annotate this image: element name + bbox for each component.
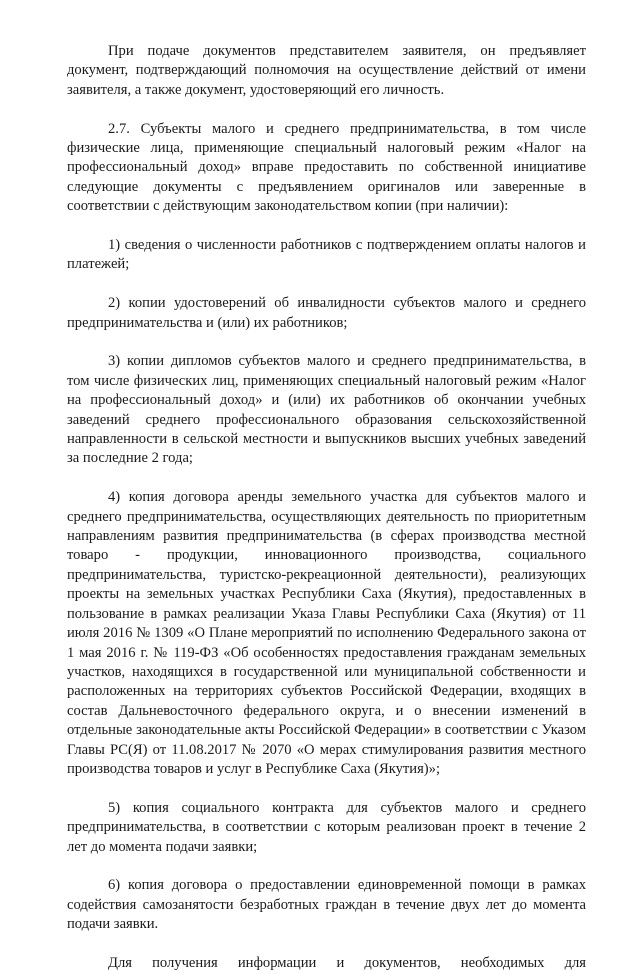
list-item-4: 4) копия договора аренды земельного участка для субъектов малого и среднего предпринимательства, осуществляющих деятельность по приоритетным направлениям развития предпринимательства (в сферах производства местной товаро - продукции, инновационного производства, социального предпринимательства, туристско-рекреационной деятельности), реализующих проекты на земельных участках Республики Саха (Якутия), предоставленных в пользование в рамках реализации Указа Главы Республики Саха (Якутия) от 11 июля 2016 № 1309 «О Плане мероприятий по исполнению Федерального закона от 1 мая 2016 г. № 119-ФЗ «Об особенностях предоставления гражданам земельных участков, находящихся в государственной или муниципальной собственности и расположенных на территориях субъектов Российской Федерации, входящих в состав Дальневосточного федерального округа, и о внесении изменений в отдельные законодательные акты Российской Федерации» в соответствии с Указом Главы РС(Я) от 11.08.2017 № 2070 «О мерах стимулирования развития местного производства товаров и услуг в Республике Саха (Якутия)»; bbox=[67, 489, 586, 777]
list-item-6: 6) копия договора о предоставлении единовременной помощи в рамках содействия самозанятости безработных граждан в течение двух лет до момента подачи заявки. bbox=[67, 877, 586, 933]
list-item-3: 3) копии дипломов субъектов малого и среднего предпринимательства, в том числе физических лиц, применяющих специальный налоговый режим «Налог на профессиональный доход» и (или) их работников об окончании учебных заведений среднего профессионального образования сельскохозяйственной направленности в сельской местности и выпускников высших учебных заведений за последние 2 года; bbox=[67, 353, 586, 467]
paragraph-2-7: 2.7. Субъекты малого и среднего предпринимательства, в том числе физические лица, применяющие специальный налоговый режим «Налог на профессиональный доход» вправе предоставить по собственной инициативе следующие документы с предъявлением оригиналов или заверенные в соответствии с действующим законодательством копии (при наличии): bbox=[67, 120, 586, 215]
document-page bbox=[67, 42, 586, 973]
list-item-1: 1) сведения о численности работников с подтверждением оплаты налогов и платежей; bbox=[67, 237, 586, 273]
paragraph-continuation: Для получения информации и документов, необходимых для bbox=[108, 954, 586, 971]
paragraph-representative: При подаче документов представителем заявителя, он предъявляет документ, подтверждающий полномочия на осуществление действий от имени заявителя, а также документ, удостоверяющий его личность. bbox=[67, 43, 586, 98]
list-item-2: 2) копии удостоверений об инвалидности субъектов малого и среднего предпринимательства и (или) их работников; bbox=[67, 295, 586, 331]
list-item-5: 5) копия социального контракта для субъектов малого и среднего предпринимательства, в соответствии с которым реализован проект в течение 2 лет до момента подачи заявки; bbox=[67, 799, 586, 855]
